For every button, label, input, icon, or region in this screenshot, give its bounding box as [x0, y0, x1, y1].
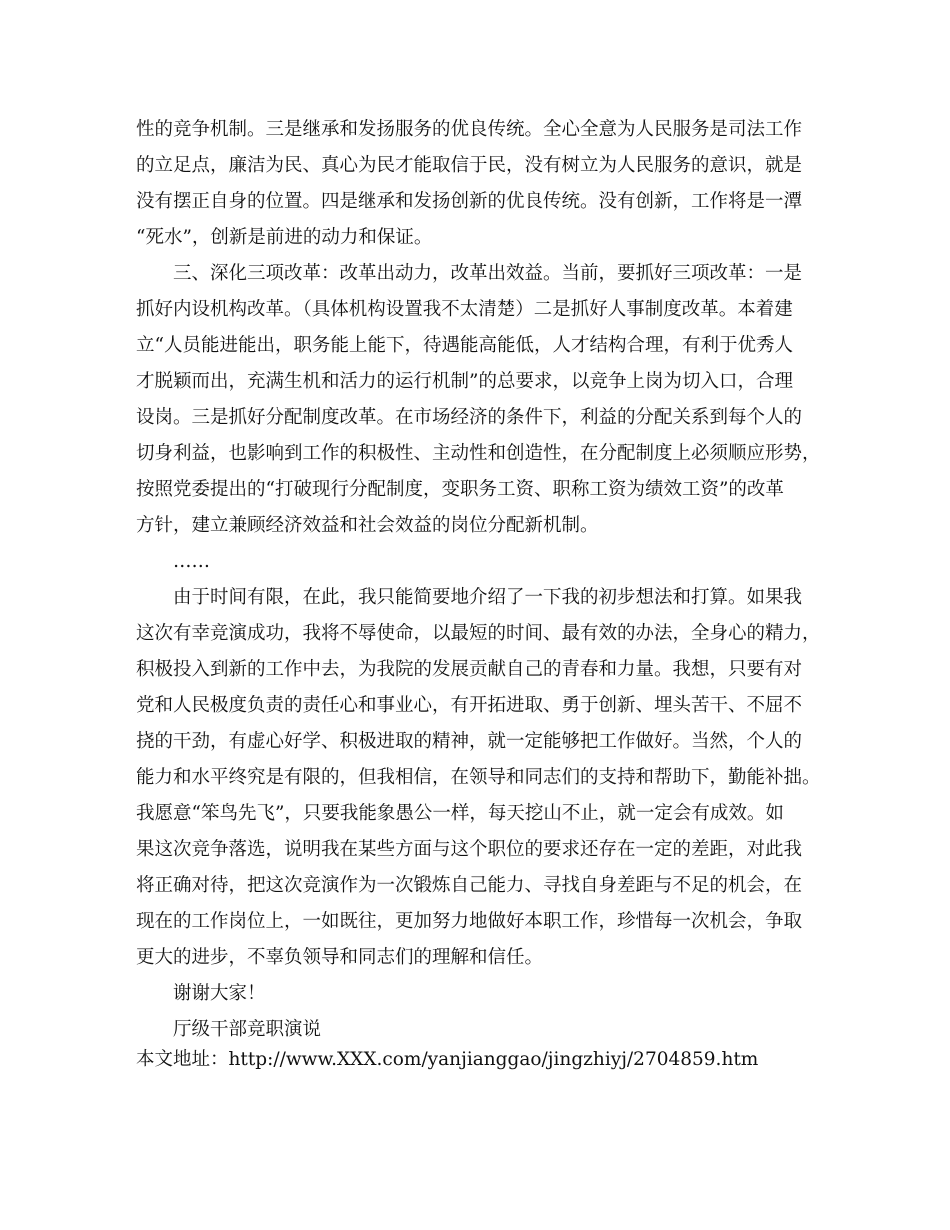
- text-line: 方针，建立兼顾经济效益和社会效益的岗位分配新机制。: [136, 515, 599, 536]
- text-line: 果这次竞争落选，说明我在某些方面与这个职位的要求还存在一定的差距，对此我: [136, 839, 803, 860]
- ellipsis-line: ……: [173, 551, 210, 572]
- text-line: 积极投入到新的工作中去，为我院的发展贡献自己的青春和力量。我想，只要有对: [136, 659, 803, 680]
- text-line: 三、深化三项改革：改革出动力，改革出效益。当前，要抓好三项改革：一是: [173, 263, 803, 284]
- text-line: 能力和水平终究是有限的，但我相信，在领导和同志们的支持和帮助下，勤能补拙。: [136, 767, 821, 788]
- document-title-footer: 厅级干部竞职演说: [173, 1019, 322, 1040]
- text-line: 性的竞争机制。三是继承和发扬服务的优良传统。全心全意为人民服务是司法工作: [136, 119, 803, 140]
- text-line: “死水”，创新是前进的动力和保证。: [136, 227, 433, 248]
- text-line: 没有摆正自身的位置。四是继承和发扬创新的优良传统。没有创新，工作将是一潭: [136, 191, 803, 212]
- text-line: 更大的进步，不辜负领导和同志们的理解和信任。: [136, 947, 544, 968]
- source-url-line: 本文地址：http://www.XXX.com/yanjianggao/jingzhiyj/2704859.htm: [136, 1049, 759, 1070]
- text-line: 立“人员能进能出，职务能上能下，待遇能高能低，人才结构合理，有利于优秀人: [136, 335, 793, 356]
- text-line: 将正确对待，把这次竞演作为一次锻炼自己能力、寻找自身差距与不足的机会，在: [136, 875, 803, 896]
- closing-thanks: 谢谢大家！: [173, 983, 266, 1004]
- text-line: 挠的干劲，有虚心好学、积极进取的精神，就一定能够把工作做好。当然，个人的: [136, 731, 803, 752]
- text-line: 切身利益，也影响到工作的积极性、主动性和创造性，在分配制度上必须顺应形势，: [136, 443, 821, 464]
- text-line: 按照党委提出的“打破现行分配制度，变职务工资、职称工资为绩效工资”的改革: [136, 479, 784, 500]
- text-line: 这次有幸竞演成功，我将不辱使命，以最短的时间、最有效的办法，全身心的精力，: [136, 623, 821, 644]
- text-line: 才脱颖而出，充满生机和活力的运行机制”的总要求，以竞争上岗为切入口，合理: [136, 371, 793, 392]
- text-line: 党和人民极度负责的责任心和事业心，有开拓进取、勇于创新、埋头苦干、不屈不: [136, 695, 803, 716]
- text-line: 的立足点，廉洁为民、真心为民才能取信于民，没有树立为人民服务的意识，就是: [136, 155, 803, 176]
- text-line: 现在的工作岗位上，一如既往，更加努力地做好本职工作，珍惜每一次机会，争取: [136, 911, 803, 932]
- text-line: 我愿意“笨鸟先飞”，只要我能象愚公一样，每天挖山不止，就一定会有成效。如: [136, 803, 784, 824]
- text-line: 抓好内设机构改革。（具体机构设置我不太清楚）二是抓好人事制度改革。本着建: [136, 299, 793, 320]
- text-line: 由于时间有限，在此，我只能简要地介绍了一下我的初步想法和打算。如果我: [173, 587, 803, 608]
- text-line: 设岗。三是抓好分配制度改革。在市场经济的条件下，利益的分配关系到每个人的: [136, 407, 803, 428]
